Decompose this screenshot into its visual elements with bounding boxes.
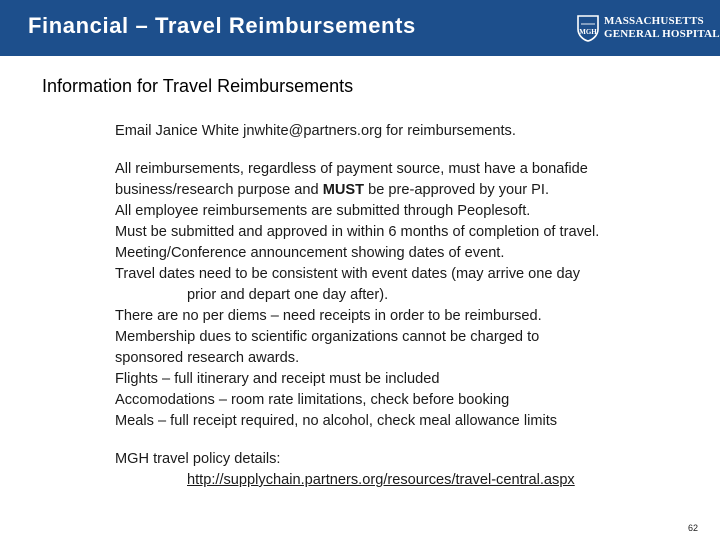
mgh-shield-icon [576,14,600,42]
policy-link-row [115,470,705,491]
page-number: 62 [688,523,699,533]
mgh-logo [576,14,720,44]
membership-rule: Membership dues to scientific organizations cannot be charged to [115,329,540,345]
reimbursement-info [115,121,705,491]
travel-dates-rule-cont: prior and depart one day after). [187,287,389,303]
accommodations-rule: Accomodations – room rate limitations, check before booking [115,392,510,408]
deadline-rule: Must be submitted and approved in within 6 months of completion of travel. [115,224,600,240]
purpose-text-end: be pre-approved by your PI. [364,182,550,198]
announcement-rule: Meeting/Conference announcement showing dates of event. [115,245,505,261]
membership-rule-cont: sponsored research awards. [115,350,300,366]
mgh-emblem-text: MGH [579,28,597,36]
per-diem-rule: There are no per diems – need receipts in order to be reimbursed. [115,308,542,324]
email-instruction: Email Janice White jnwhite@partners.org for reimbursements. [115,123,516,139]
purpose-line-1: All reimbursements, regardless of payment source, must have a bonafide [115,161,588,177]
purpose-text-start: business/research purpose and [115,182,323,198]
must-emphasis: MUST [322,182,365,198]
purpose-line-2 [115,180,705,201]
peoplesoft-rule: All employee reimbursements are submitted through Peoplesoft. [115,203,531,219]
travel-policy-link[interactable]: http://supplychain.partners.org/resources/travel-central.aspx [187,472,575,488]
title-bar [0,0,720,56]
meals-rule: Meals – full receipt required, no alcohol, check meal allowance limits [115,413,558,429]
logo-line-1: MASSACHUSETTS [604,15,704,27]
travel-dates-rule: Travel dates need to be consistent with event dates (may arrive one day [115,266,581,282]
flights-rule: Flights – full itinerary and receipt must be included [115,371,440,387]
section-heading: Information for Travel Reimbursements [42,76,354,96]
page-title: Financial – Travel Reimbursements [28,13,416,38]
policy-label: MGH travel policy details: [115,451,281,467]
logo-line-2: GENERAL HOSPITAL [604,28,720,40]
